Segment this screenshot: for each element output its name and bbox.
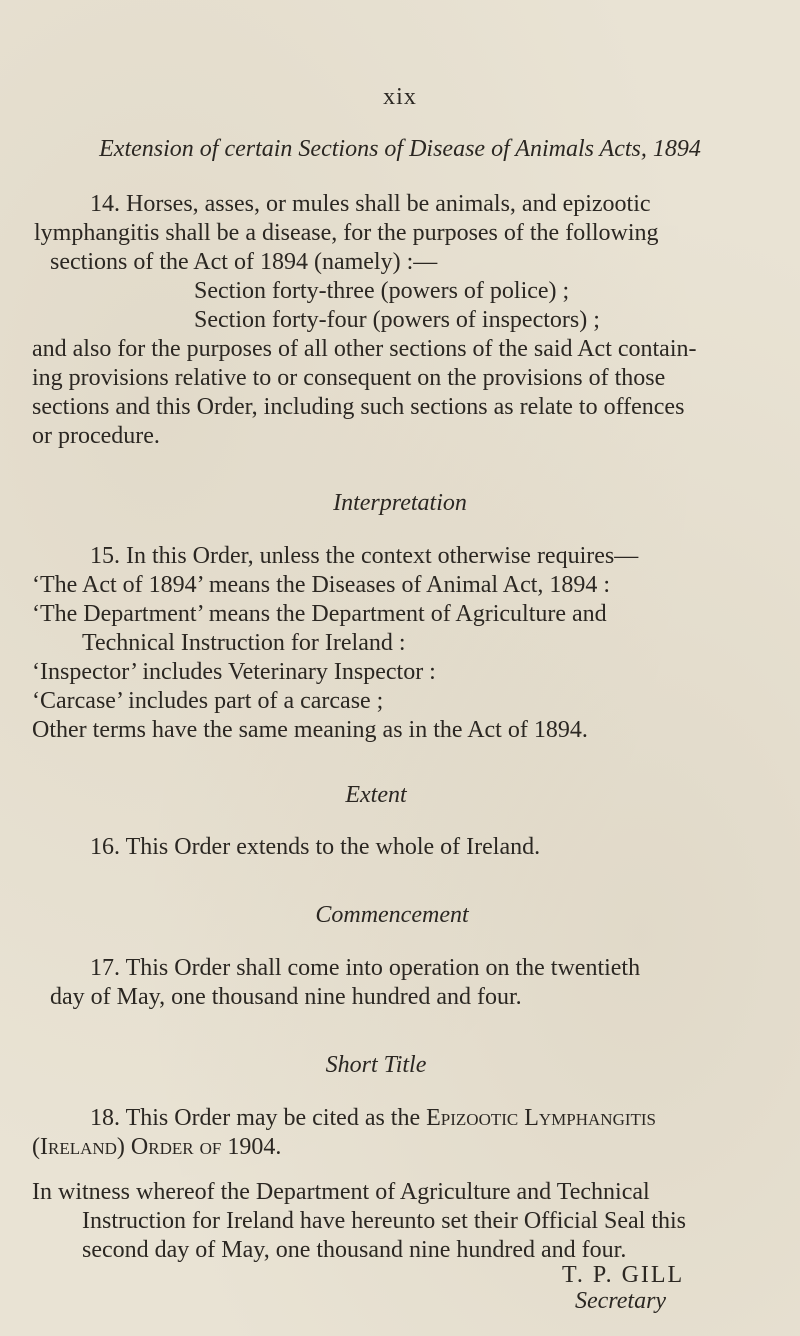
extent-line1: 16. This Order extends to the whole of Ireland. [90, 834, 541, 860]
commencement-line2: day of May, one thousand nine hundred and four. [50, 984, 522, 1010]
interpretation-line7: Other terms have the same meaning as in the Act of 1894. [32, 717, 588, 743]
page-title: Extension of certain Sections of Disease of Animals Acts, 1894 [99, 136, 701, 162]
short-title-heading: Short Title [325, 1052, 427, 1078]
section14-line9: or procedure. [32, 423, 160, 449]
section14-line5: Section forty-four (powers of inspectors) ; [194, 307, 600, 333]
interpretation-heading: Interpretation [333, 490, 467, 516]
signatory-title: Secretary [575, 1288, 667, 1314]
commencement-line1: 17. This Order shall come into operation on the twentieth [90, 955, 641, 981]
extent-heading: Extent [345, 782, 407, 808]
short-title-line1 [90, 1104, 656, 1132]
interpretation-line1: 15. In this Order, unless the context otherwise requires— [90, 543, 639, 569]
interpretation-line2: ‘The Act of 1894’ means the Diseases of Animal Act, 1894 : [32, 572, 611, 598]
short-title-line2: (Ireland) Order of 1904. [32, 1134, 282, 1160]
section14-line4: Section forty-three (powers of police) ; [194, 278, 570, 304]
page-number: xix [383, 84, 417, 110]
interpretation-line6: ‘Carcase’ includes part of a carcase ; [32, 688, 384, 714]
commencement-heading: Commencement [315, 902, 469, 928]
section14-line2: lymphangitis shall be a disease, for the purposes of the following [34, 220, 659, 246]
signatory-name: T. P. GILL [562, 1262, 685, 1288]
section14-line6: and also for the purposes of all other sections of the said Act contain- [32, 336, 697, 362]
order-name-caps: Epizootic Lymphangitis [426, 1105, 657, 1131]
witness-line1: In witness whereof the Department of Agriculture and Technical [32, 1179, 650, 1205]
witness-line3: second day of May, one thousand nine hundred and four. [82, 1237, 627, 1263]
interpretation-line3: ‘The Department’ means the Department of Agriculture and [32, 601, 607, 627]
interpretation-line4: Technical Instruction for Ireland : [82, 630, 406, 656]
section14-line3: sections of the Act of 1894 (namely) :— [50, 249, 438, 275]
witness-line2: Instruction for Ireland have hereunto set their Official Seal this [82, 1208, 687, 1234]
section14-line7: ing provisions relative to or consequent on the provisions of those [32, 365, 666, 391]
section14-line1: 14. Horses, asses, or mules shall be animals, and epizootic [90, 191, 651, 217]
short-title-line1-prefix: 18. This Order may be cited as the [90, 1105, 427, 1131]
section14-line8: sections and this Order, including such sections as relate to offences [32, 394, 685, 420]
interpretation-line5: ‘Inspector’ includes Veterinary Inspector : [32, 659, 436, 685]
